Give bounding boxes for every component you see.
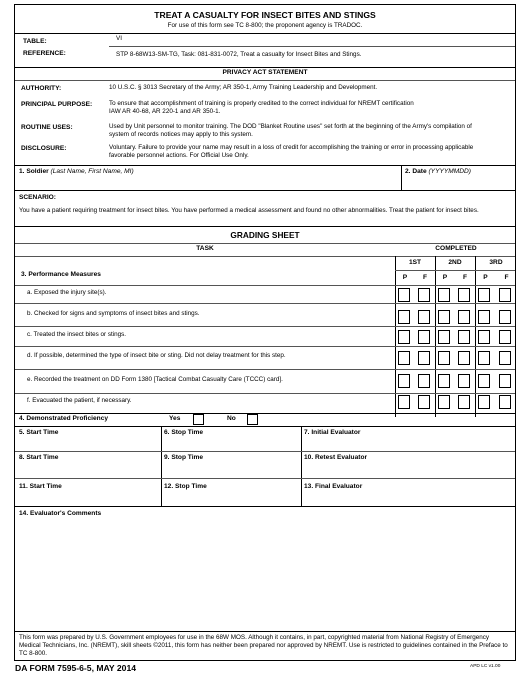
- pass-checkbox[interactable]: [438, 351, 450, 365]
- scenario-label: SCENARIO:: [19, 194, 56, 201]
- fail-checkbox[interactable]: [458, 330, 470, 344]
- pass-checkbox[interactable]: [478, 395, 490, 409]
- form-version: APD LC v1.00: [470, 664, 501, 669]
- pf-header: P: [483, 274, 488, 281]
- pass-checkbox[interactable]: [438, 374, 450, 388]
- fail-checkbox[interactable]: [458, 310, 470, 324]
- table-value: VI: [116, 35, 122, 42]
- purpose-text: To ensure that accomplishment of training is properly credited to the correct individual for NREMT certification IAW AR 40-68, AR 220-1 and AR 350-1.: [109, 100, 414, 115]
- pf-header: P: [442, 274, 448, 281]
- initial-evaluator-label: 7. Initial Evaluator: [304, 429, 361, 436]
- proficiency-label: 4. Demonstrated Proficiency: [19, 415, 109, 422]
- stop-time-1-label: 6. Stop Time: [164, 429, 204, 436]
- task-header: TASK: [196, 245, 214, 252]
- form-body: [14, 4, 516, 661]
- measure-text: b. Checked for signs and symptoms of insect bites and stings.: [27, 310, 200, 317]
- form-number: DA FORM 7595-6-5, MAY 2014: [15, 663, 136, 673]
- pass-checkbox[interactable]: [398, 351, 410, 365]
- soldier-label: 1. Soldier (Last Name, First Name, MI): [19, 168, 134, 175]
- form-subtitle: For use of this form see TC 8-800; the proponent agency is TRADOC.: [167, 22, 363, 29]
- measure-text: d. If possible, determined the type of insect bite or sting. Did not delay treatment for this step.: [27, 352, 286, 359]
- fail-checkbox[interactable]: [499, 351, 511, 365]
- retest-evaluator-label: 10. Retest Evaluator: [304, 454, 368, 461]
- routine-text: Used by Unit personnel to monitor training. The DOD "Blanket Routine uses" set forth at the beginning of the Army's compilation of system of records notices may apply to this system.: [109, 123, 472, 138]
- date-field[interactable]: [405, 177, 511, 188]
- measure-text: e. Recorded the treatment on DD Form 1380 [Tactical Combat Casualty Care (TCCC) card].: [27, 376, 283, 383]
- final-evaluator-label: 13. Final Evaluator: [304, 483, 363, 490]
- pass-checkbox[interactable]: [398, 395, 410, 409]
- proficiency-yes-checkbox[interactable]: [193, 414, 204, 425]
- fail-checkbox[interactable]: [499, 288, 511, 302]
- scenario-text: You have a patient requiring treatment for insect bites. You have performed a medical assessment and found no other abnormalities. Treat the patient for insect bites.: [19, 207, 479, 214]
- pass-checkbox[interactable]: [398, 310, 410, 324]
- pass-checkbox[interactable]: [438, 395, 450, 409]
- stop-time-2-label: 9. Stop Time: [164, 454, 204, 461]
- fail-checkbox[interactable]: [499, 395, 511, 409]
- grading-title: GRADING SHEET: [230, 230, 300, 240]
- fail-checkbox[interactable]: [458, 351, 470, 365]
- reference-label: REFERENCE:: [23, 50, 66, 57]
- pass-checkbox[interactable]: [478, 374, 490, 388]
- stop-time-3-label: 12. Stop Time: [164, 483, 207, 490]
- fail-checkbox[interactable]: [418, 310, 430, 324]
- pf-header: F: [422, 274, 428, 281]
- pass-checkbox[interactable]: [438, 310, 450, 324]
- measure-text: a. Exposed the injury site(s).: [27, 289, 107, 296]
- fail-checkbox[interactable]: [418, 351, 430, 365]
- date-label: 2. Date (YYYYMMDD): [405, 168, 471, 175]
- routine-label: ROUTINE USES:: [21, 124, 73, 131]
- authority-text: 10 U.S.C. § 3013 Secretary of the Army; AR 350-1, Army Training Leadership and Development.: [109, 84, 378, 91]
- pass-checkbox[interactable]: [438, 288, 450, 302]
- footer-note: This form was prepared by U.S. Government employees for use in the 68W MOS. Although it contains, in part, copyrighted material from National Registry of Emergency Medical Technicians, Inc. (NREMT), skill sheets ©2011, this form has neither been prepared nor approved by NREMT. Use is restricted to guidelines contained in the Preface to TC 8-800.: [19, 634, 508, 657]
- attempt-header-2: 2ND: [448, 259, 462, 266]
- proficiency-no-checkbox[interactable]: [247, 414, 258, 425]
- fail-checkbox[interactable]: [499, 374, 511, 388]
- fail-checkbox[interactable]: [418, 288, 430, 302]
- proficiency-no-label: No: [227, 415, 236, 422]
- fail-checkbox[interactable]: [499, 310, 511, 324]
- authority-label: AUTHORITY:: [21, 85, 62, 92]
- measure-text: c. Treated the insect bites or stings.: [27, 331, 127, 338]
- fail-checkbox[interactable]: [418, 330, 430, 344]
- pf-header: F: [504, 274, 509, 281]
- pass-checkbox[interactable]: [478, 310, 490, 324]
- attempt-header-3: 3RD: [489, 259, 503, 266]
- privacy-title: PRIVACY ACT STATEMENT: [222, 69, 308, 76]
- fail-checkbox[interactable]: [499, 330, 511, 344]
- measure-text: f. Evacuated the patient, if necessary.: [27, 397, 132, 404]
- table-label: TABLE:: [23, 38, 47, 45]
- reference-value: STP 8-68W13-SM-TG, Task: 081-831-0072, Treat a casualty for Insect Bites and Stings.: [116, 51, 362, 58]
- comments-label: 14. Evaluator's Comments: [19, 510, 102, 517]
- purpose-label: PRINCIPAL PURPOSE:: [21, 101, 93, 108]
- pass-checkbox[interactable]: [478, 330, 490, 344]
- form-title: TREAT A CASUALTY FOR INSECT BITES AND STINGS: [154, 10, 376, 20]
- pass-checkbox[interactable]: [398, 374, 410, 388]
- pass-checkbox[interactable]: [478, 288, 490, 302]
- pass-checkbox[interactable]: [398, 330, 410, 344]
- soldier-field[interactable]: [19, 177, 397, 188]
- measures-label: 3. Performance Measures: [21, 271, 101, 278]
- pass-checkbox[interactable]: [438, 330, 450, 344]
- start-time-2-label: 8. Start Time: [19, 454, 59, 461]
- fail-checkbox[interactable]: [458, 288, 470, 302]
- fail-checkbox[interactable]: [418, 374, 430, 388]
- pf-header: P: [402, 274, 408, 281]
- pass-checkbox[interactable]: [478, 351, 490, 365]
- fail-checkbox[interactable]: [458, 374, 470, 388]
- disclosure-text: Voluntary. Failure to provide your name may result in a loss of credit for accomplishing the training or error in processing applicable favorable personnel actions. For Official Use Only.: [109, 144, 474, 159]
- start-time-1-label: 5. Start Time: [19, 429, 59, 436]
- comments-field[interactable]: [19, 521, 511, 629]
- fail-checkbox[interactable]: [418, 395, 430, 409]
- attempt-header-1: 1ST: [408, 259, 422, 266]
- proficiency-yes-label: Yes: [169, 415, 181, 422]
- start-time-3-label: 11. Start Time: [19, 483, 62, 490]
- pass-checkbox[interactable]: [398, 288, 410, 302]
- disclosure-label: DISCLOSURE:: [21, 145, 67, 152]
- completed-header: COMPLETED: [435, 245, 477, 252]
- pf-header: F: [462, 274, 468, 281]
- fail-checkbox[interactable]: [458, 395, 470, 409]
